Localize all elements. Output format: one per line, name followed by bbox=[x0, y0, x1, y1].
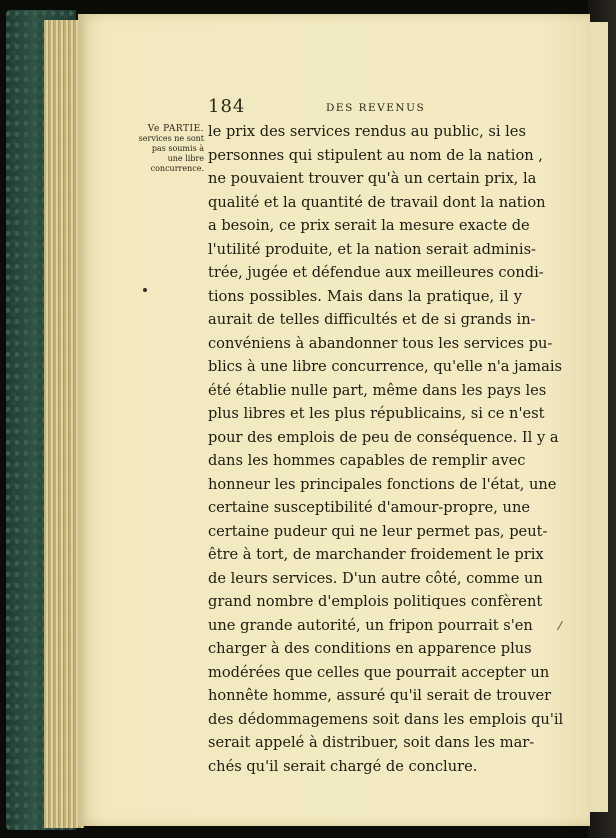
text-line: de leurs services. D'un autre côté, comme un bbox=[208, 569, 543, 587]
text-line: dans les hommes capables de remplir avec bbox=[208, 452, 526, 469]
marginal-note-line: services ne sont bbox=[138, 134, 204, 143]
text-line: certaine pudeur qui ne leur permet pas, peut- bbox=[208, 522, 548, 540]
text-line: été établie nulle part, même dans les pays les bbox=[208, 381, 547, 399]
ink-spot bbox=[143, 288, 147, 292]
text-line: charger à des conditions en apparence plus bbox=[208, 640, 532, 657]
text-line: honnête homme, assuré qu'il serait de trouver bbox=[208, 687, 552, 704]
text-line: l'utilité produite, et la nation serait adminis- bbox=[208, 240, 536, 258]
text-line: convéniens à abandonner tous les services pu- bbox=[208, 334, 553, 352]
text-line: certaine susceptibilité d'amour-propre, une bbox=[208, 499, 530, 516]
text-line: pour des emplois de peu de conséquence. Il y a bbox=[208, 428, 559, 446]
page-number: 184 bbox=[208, 96, 246, 117]
text-line: trée, jugée et défendue aux meilleures condi- bbox=[208, 264, 544, 281]
marginal-note bbox=[130, 124, 204, 174]
text-line: grand nombre d'emplois politiques confèrent bbox=[208, 593, 543, 610]
text-line: a besoin, ce prix serait la mesure exacte de bbox=[208, 217, 530, 234]
text-line: qualité et la quantité de travail dont la nation bbox=[208, 193, 546, 211]
text-line: tions possibles. Mais dans la pratique, il y bbox=[208, 287, 522, 305]
marginal-part-label: Ve PARTIE. bbox=[147, 124, 204, 134]
running-head: DES REVENUS bbox=[326, 102, 426, 114]
text-line: une grande autorité, un fripon pourrait s'en bbox=[208, 616, 533, 634]
page-header bbox=[208, 96, 538, 118]
text-line: blics à une libre concurrence, qu'elle n'a jamais bbox=[208, 358, 562, 375]
text-line: modérées que celles que pourrait accepter un bbox=[208, 663, 550, 681]
text-line: ne pouvaient trouver qu'à un certain prix, la bbox=[208, 170, 537, 187]
text-line: chés qu'il serait chargé de conclure. bbox=[208, 757, 478, 775]
text-line: le prix des services rendus au public, si les bbox=[208, 123, 526, 140]
text-line: être à tort, de marchander froidement le prix bbox=[208, 546, 544, 563]
text-line: serait appelé à distribuer, soit dans les mar- bbox=[208, 734, 535, 751]
marginal-note-line: une libre bbox=[167, 154, 204, 163]
text-line: honneur les principales fonctions de l'état, une bbox=[208, 475, 557, 493]
marginal-note-line: pas soumis à bbox=[151, 144, 204, 153]
text-line: plus libres et les plus républicains, si ce n'est bbox=[208, 405, 545, 422]
body-text bbox=[208, 120, 564, 778]
marginal-note-line: concurrence. bbox=[150, 164, 204, 173]
text-line: aurait de telles difficultés et de si grands in- bbox=[208, 311, 536, 328]
text-line: des dédommagemens soit dans les emplois qu'il bbox=[208, 710, 564, 728]
text-line: personnes qui stipulent au nom de la nation , bbox=[208, 146, 543, 164]
